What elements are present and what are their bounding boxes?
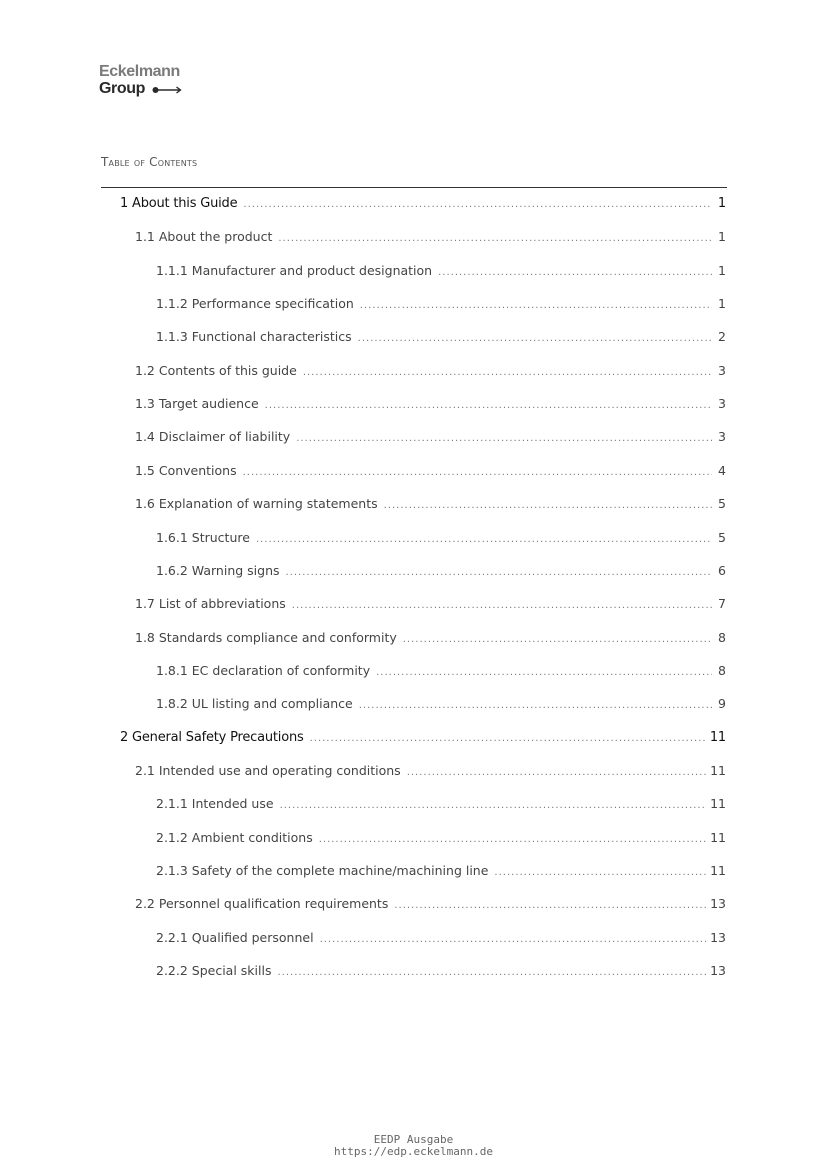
toc-entry-page: 3 [718, 362, 726, 378]
toc-entry-title: 1 About this Guide [120, 196, 238, 211]
toc-entry-page: 13 [710, 929, 726, 945]
toc-entry-title: 1.8.1 EC declaration of conformity [156, 662, 371, 678]
toc-entry[interactable] [156, 930, 726, 956]
logo-text-eckelmann: Eckelmann [99, 63, 180, 80]
toc-entry[interactable] [135, 596, 726, 622]
toc-entry-title: 2.2.1 Qualified personnel [156, 929, 314, 945]
toc-dot-leader [303, 367, 712, 378]
toc-entry-title: 1.6.2 Warning signs [156, 562, 280, 578]
toc-entry-title: 2.1.3 Safety of the complete machine/machining line [156, 863, 489, 878]
toc-dot-leader [438, 267, 712, 278]
toc-entry[interactable] [156, 863, 726, 889]
toc-entry[interactable] [135, 229, 726, 255]
toc-entry[interactable] [135, 763, 726, 789]
toc-entry-page: 5 [718, 529, 726, 545]
toc-entry-page: 13 [710, 963, 726, 979]
toc-entry-page: 7 [718, 596, 726, 612]
toc-entry[interactable] [135, 896, 726, 922]
toc-entry[interactable] [135, 463, 726, 489]
toc-entry[interactable] [156, 830, 726, 856]
toc-entry-title: 2 General Safety Precautions [120, 729, 304, 745]
toc-entry-page: 5 [718, 496, 726, 512]
heading-divider [101, 187, 727, 188]
toc-dot-leader [296, 433, 712, 444]
toc-dot-leader [403, 634, 712, 645]
toc-entry[interactable] [156, 329, 726, 355]
logo-line-group [99, 80, 182, 98]
toc-entry-title: 1.6.1 Structure [156, 529, 250, 545]
toc-entry[interactable] [135, 429, 726, 455]
toc-dot-leader [256, 534, 712, 545]
footer-edition: EEDP Ausgabe [373, 1133, 454, 1146]
toc-entry[interactable] [135, 630, 726, 656]
toc-entry-page: 3 [718, 396, 726, 412]
toc-entry-title: 1.3 Target audience [135, 396, 259, 412]
toc-entry[interactable] [135, 363, 726, 389]
toc-entry[interactable] [156, 796, 726, 822]
toc-entry-page: 11 [710, 762, 726, 778]
toc-entry[interactable] [156, 530, 726, 556]
toc-entry-page: 11 [710, 796, 726, 812]
toc-entry-page: 1 [718, 229, 726, 245]
footer-url[interactable]: https://edp.eckelmann.de [334, 1145, 493, 1158]
toc-dot-leader [277, 967, 706, 978]
toc-entry-page: 1 [717, 196, 726, 211]
toc-entry-page: 11 [710, 829, 726, 845]
toc-entry[interactable] [120, 196, 726, 222]
logo-text-group: Group [99, 80, 145, 97]
toc-entry-page: 9 [718, 696, 726, 712]
toc-entry-title: 1.2 Contents of this guide [135, 362, 297, 378]
toc-entry[interactable] [156, 263, 726, 289]
toc-entry[interactable] [156, 296, 726, 322]
toc-entry-page: 1 [718, 296, 726, 312]
toc-dot-leader [394, 900, 706, 911]
toc-entry-page: 3 [718, 429, 726, 445]
toc-entry[interactable] [156, 663, 726, 689]
toc-entry[interactable] [156, 563, 726, 589]
toc-entry-title: 2.1.2 Ambient conditions [156, 829, 313, 845]
toc-entry-page: 8 [718, 662, 726, 678]
toc-dot-leader [286, 567, 713, 578]
toc-entry-title: 1.8.2 UL listing and compliance [156, 696, 353, 712]
toc-entry-title: 2.1.1 Intended use [156, 796, 274, 812]
toc-dot-leader [278, 233, 712, 244]
toc-dot-leader [292, 600, 712, 611]
toc-entry-title: 1.1 About the product [135, 229, 273, 245]
logo-arrow-icon [152, 86, 182, 94]
toc-entry[interactable] [120, 730, 726, 756]
toc-dot-leader [359, 700, 712, 711]
toc-dot-leader [358, 333, 712, 344]
toc-dot-leader [407, 767, 706, 778]
toc-dot-leader [280, 800, 707, 811]
toc-entry-page: 11 [710, 863, 726, 878]
toc-entry-page: 13 [710, 896, 726, 912]
toc-entry-page: 2 [718, 329, 726, 345]
toc-entry-page: 8 [718, 629, 726, 645]
toc-entry[interactable] [156, 963, 726, 989]
toc-entry-title: 2.2 Personnel qualification requirements [135, 896, 389, 912]
toc-dot-leader [319, 834, 706, 845]
toc-entry-page: 4 [718, 462, 726, 478]
toc-entry-title: 1.6 Explanation of warning statements [135, 496, 378, 512]
eckelmann-group-logo [99, 63, 182, 98]
toc-entry-title: 1.1.2 Performance specification [156, 296, 354, 312]
toc-dot-leader [243, 199, 712, 210]
toc-entry-page: 11 [709, 729, 726, 745]
toc-entry-title: 2.2.2 Special skills [156, 963, 272, 979]
toc-dot-leader [310, 733, 706, 744]
toc-dot-leader [360, 300, 712, 311]
toc-entry[interactable] [156, 696, 726, 722]
toc-dot-leader [243, 467, 712, 478]
toc-entry-title: 1.5 Conventions [135, 462, 237, 478]
toc-entry[interactable] [135, 396, 726, 422]
toc-entry-page: 6 [718, 562, 726, 578]
toc-entry-title: 1.8 Standards compliance and conformity [135, 629, 397, 645]
toc-entry-title: 1.4 Disclaimer of liability [135, 429, 291, 445]
toc-entry-page: 1 [718, 262, 726, 278]
toc-dot-leader [320, 934, 707, 945]
toc-dot-leader [376, 667, 712, 678]
toc-dot-leader [384, 500, 712, 511]
toc-dot-leader [265, 400, 712, 411]
toc-heading: Table of Contents [101, 155, 198, 169]
toc-entry-title: 1.1.3 Functional characteristics [156, 329, 352, 345]
toc-entry-title: 2.1 Intended use and operating conditions [135, 762, 401, 778]
toc-entry[interactable] [135, 496, 726, 522]
toc-entry-title: 1.1.1 Manufacturer and product designation [156, 262, 433, 278]
toc-entry-title: 1.7 List of abbreviations [135, 596, 286, 612]
toc-dot-leader [494, 867, 706, 878]
